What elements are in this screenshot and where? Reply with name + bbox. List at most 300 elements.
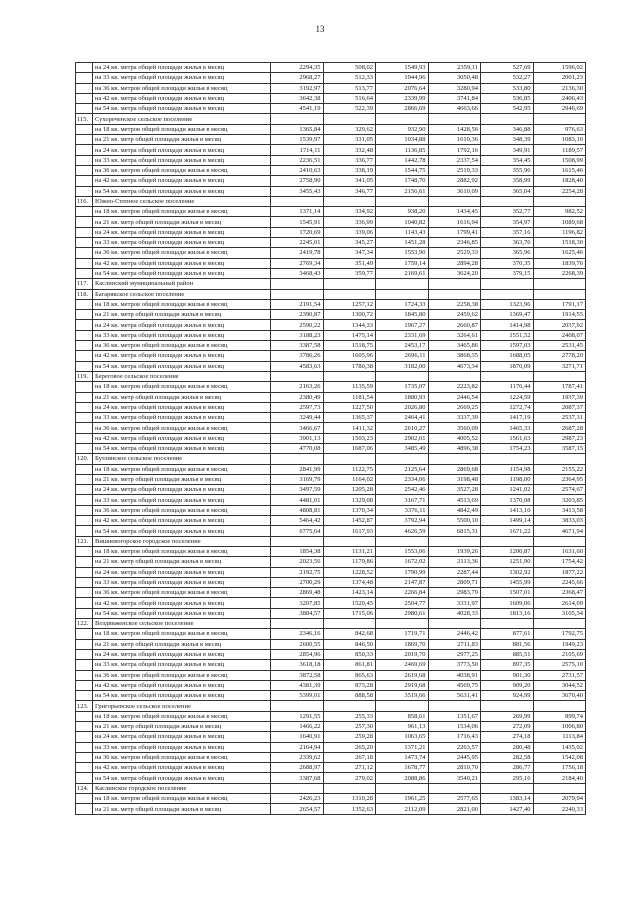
value-cell: 1949,23	[533, 639, 586, 649]
value-cell	[481, 454, 534, 464]
value-cell: 272,09	[481, 722, 534, 732]
value-cell: 3465,86	[428, 341, 481, 351]
value-cell: 1434,45	[428, 207, 481, 217]
row-number: 120.	[76, 454, 93, 464]
value-cell: 332,48	[323, 145, 376, 155]
value-cell: 1551,52	[481, 330, 534, 340]
value-cell	[271, 196, 324, 206]
value-cell: 365,96	[481, 248, 534, 258]
area-norm-label: на 21 кв. метр общей площади жилья в месяц	[93, 217, 271, 227]
value-cell: 3271,71	[533, 361, 586, 371]
section-row	[76, 371, 586, 381]
row-number	[76, 516, 93, 526]
value-cell: 3192,97	[271, 83, 324, 93]
value-cell: 2529,33	[428, 248, 481, 258]
row-number	[76, 505, 93, 515]
row-number	[76, 268, 93, 278]
table-row	[76, 804, 586, 814]
value-cell: 282,58	[481, 752, 534, 762]
row-number	[76, 73, 93, 83]
value-cell: 1198,00	[481, 474, 534, 484]
value-cell: 1475,14	[323, 330, 376, 340]
row-number	[76, 320, 93, 330]
value-cell: 932,90	[376, 124, 429, 134]
area-norm-label: на 24 кв. метра общей площади жилья в месяц	[93, 402, 271, 412]
table-row	[76, 145, 586, 155]
value-cell	[376, 196, 429, 206]
value-cell: 3105,34	[533, 608, 586, 618]
row-number	[76, 804, 93, 814]
value-cell	[376, 619, 429, 629]
area-norm-label: на 24 кв. метра общей площади жилья в месяц	[93, 63, 271, 73]
value-cell: 1508,99	[533, 155, 586, 165]
area-norm-label: на 21 кв. метр общей площади жилья в месяц	[93, 639, 271, 649]
value-cell: 1869,70	[376, 639, 429, 649]
value-cell: 2700,29	[271, 577, 324, 587]
value-cell	[481, 371, 534, 381]
value-cell: 533,80	[481, 83, 534, 93]
value-cell: 1143,43	[376, 227, 429, 237]
value-cell: 1451,28	[376, 238, 429, 248]
value-cell: 1735,07	[376, 382, 429, 392]
value-cell: 336,77	[323, 155, 376, 165]
row-number	[76, 124, 93, 134]
value-cell: 909,20	[481, 680, 534, 690]
value-cell: 1417,19	[481, 413, 534, 423]
table-row	[76, 402, 586, 412]
value-cell: 259,28	[323, 732, 376, 742]
area-norm-label: на 36 кв. метров общей площади жилья в месяц	[93, 670, 271, 680]
value-cell: 2001,23	[533, 73, 586, 83]
value-cell: 1553,90	[376, 248, 429, 258]
table-row	[76, 598, 586, 608]
value-cell: 508,02	[323, 63, 376, 73]
value-cell: 5631,41	[428, 691, 481, 701]
table-row	[76, 608, 586, 618]
area-norm-label: на 54 кв. метра общей площади жилья в месяц	[93, 361, 271, 371]
value-cell: 1759,14	[376, 258, 429, 268]
value-cell: 4513,69	[428, 495, 481, 505]
table-row	[76, 495, 586, 505]
table-row	[76, 443, 586, 453]
value-cell: 3670,40	[533, 691, 586, 701]
value-cell	[428, 114, 481, 124]
value-cell: 2245,66	[533, 577, 586, 587]
area-norm-label: на 54 кв. метра общей площади жилья в месяц	[93, 608, 271, 618]
value-cell	[428, 279, 481, 289]
value-cell: 4663,66	[428, 104, 481, 114]
row-number	[76, 238, 93, 248]
row-number	[76, 567, 93, 577]
row-number	[76, 670, 93, 680]
value-cell	[323, 114, 376, 124]
row-number	[76, 752, 93, 762]
value-cell	[323, 196, 376, 206]
value-cell: 359,77	[323, 268, 376, 278]
table-row	[76, 238, 586, 248]
value-cell	[271, 371, 324, 381]
value-cell: 1466,22	[271, 722, 324, 732]
value-cell: 877,61	[481, 629, 534, 639]
value-cell: 3280,94	[428, 83, 481, 93]
value-cell: 1617,93	[323, 526, 376, 536]
value-cell: 938,20	[376, 207, 429, 217]
value-cell: 1748,70	[376, 176, 429, 186]
value-cell	[533, 279, 586, 289]
value-cell: 1371,21	[376, 742, 429, 752]
value-cell: 1688,05	[481, 351, 534, 361]
value-cell: 2258,38	[428, 299, 481, 309]
value-cell: 3203,85	[533, 495, 586, 505]
value-cell: 269,99	[481, 711, 534, 721]
row-number: 115.	[76, 114, 93, 124]
value-cell: 3519,66	[376, 691, 429, 701]
value-cell: 2337,54	[428, 155, 481, 165]
row-number	[76, 691, 93, 701]
value-cell: 2223,82	[428, 382, 481, 392]
value-cell: 2426,23	[271, 794, 324, 804]
value-cell	[533, 371, 586, 381]
value-cell: 2778,20	[533, 351, 586, 361]
value-cell: 3485,49	[376, 443, 429, 453]
area-norm-label: на 18 кв. метров общей площади жилья в месяц	[93, 207, 271, 217]
area-norm-label: на 54 кв. метра общей площади жилья в месяц	[93, 443, 271, 453]
value-cell: 3618,18	[271, 660, 324, 670]
value-cell: 345,27	[323, 238, 376, 248]
value-cell: 2359,11	[428, 63, 481, 73]
value-cell: 379,15	[481, 268, 534, 278]
value-cell	[533, 536, 586, 546]
value-cell: 1939,26	[428, 546, 481, 556]
value-cell: 2758,90	[271, 176, 324, 186]
value-cell: 3249,44	[271, 413, 324, 423]
value-cell: 522,39	[323, 104, 376, 114]
row-number: 123.	[76, 701, 93, 711]
value-cell: 1427,40	[481, 804, 534, 814]
area-norm-label: на 42 кв. метра общей площади жилья в месяц	[93, 516, 271, 526]
value-cell: 1465,33	[481, 423, 534, 433]
value-cell: 1136,85	[376, 145, 429, 155]
value-cell	[481, 289, 534, 299]
value-cell: 1370,34	[323, 505, 376, 515]
settlement-name: Вишневогорское городское поселение	[93, 536, 271, 546]
value-cell: 1754,42	[533, 557, 586, 567]
value-cell: 3264,61	[428, 330, 481, 340]
value-cell: 2240,33	[533, 804, 586, 814]
table-row	[76, 258, 586, 268]
area-norm-label: на 21 кв. метр общей площади жилья в месяц	[93, 392, 271, 402]
table-row	[76, 341, 586, 351]
value-cell: 2408,07	[533, 330, 586, 340]
value-cell: 2155,22	[533, 464, 586, 474]
value-cell: 513,77	[323, 83, 376, 93]
value-cell: 2380,49	[271, 392, 324, 402]
value-cell: 3337,39	[428, 413, 481, 423]
value-cell: 1719,71	[376, 629, 429, 639]
value-cell: 267,18	[323, 752, 376, 762]
value-cell: 1724,33	[376, 299, 429, 309]
value-cell: 1113,84	[533, 732, 586, 742]
table-row	[76, 794, 586, 804]
value-cell: 2711,83	[428, 639, 481, 649]
value-cell: 363,76	[481, 238, 534, 248]
settlement-name: Каслинский муниципальный район	[93, 279, 271, 289]
value-cell: 1272,74	[481, 402, 534, 412]
value-cell: 2076,64	[376, 83, 429, 93]
value-cell	[271, 114, 324, 124]
area-norm-label: на 36 кв. метров общей площади жилья в месяц	[93, 165, 271, 175]
value-cell: 1310,28	[323, 794, 376, 804]
value-cell: 347,34	[323, 248, 376, 258]
row-number	[76, 382, 93, 392]
value-cell: 2968,27	[271, 73, 324, 83]
area-norm-label: на 24 кв. метра общей площади жилья в месяц	[93, 320, 271, 330]
value-cell: 4770,08	[271, 443, 324, 453]
value-cell: 2245,01	[271, 238, 324, 248]
area-norm-label: на 24 кв. метра общей площади жилья в месяц	[93, 485, 271, 495]
table-row	[76, 73, 586, 83]
value-cell: 2841,99	[271, 464, 324, 474]
settlement-name: Южно-Степное сельское поселение	[93, 196, 271, 206]
table-row	[76, 588, 586, 598]
section-row	[76, 619, 586, 629]
table-row	[76, 217, 586, 227]
value-cell: 1716,43	[428, 732, 481, 742]
value-cell: 279,02	[323, 773, 376, 783]
value-cell: 3540,21	[428, 773, 481, 783]
row-number	[76, 629, 93, 639]
area-norm-label: на 54 кв. метра общей площади жилья в месяц	[93, 186, 271, 196]
area-norm-label: на 36 кв. метров общей площади жилья в месяц	[93, 248, 271, 258]
table-row	[76, 320, 586, 330]
value-cell	[271, 454, 324, 464]
value-cell: 2610,27	[376, 423, 429, 433]
value-cell: 3207,85	[271, 598, 324, 608]
value-cell	[533, 196, 586, 206]
value-cell	[271, 289, 324, 299]
value-cell: 349,91	[481, 145, 534, 155]
value-cell: 2254,28	[533, 186, 586, 196]
value-cell: 4541,19	[271, 104, 324, 114]
value-cell: 2287,44	[428, 567, 481, 577]
value-cell: 1383,14	[481, 794, 534, 804]
value-cell	[481, 701, 534, 711]
settlement-name: Береговое сельское поселение	[93, 371, 271, 381]
value-cell: 1442,78	[376, 155, 429, 165]
row-number	[76, 155, 93, 165]
value-cell: 1610,36	[428, 135, 481, 145]
area-norm-label: на 42 кв. метра общей площади жилья в месяц	[93, 763, 271, 773]
value-cell	[481, 536, 534, 546]
row-number	[76, 474, 93, 484]
value-cell	[376, 536, 429, 546]
area-norm-label: на 36 кв. метров общей площади жилья в месяц	[93, 423, 271, 433]
area-norm-label: на 18 кв. метров общей площади жилья в месяц	[93, 382, 271, 392]
area-norm-label: на 33 кв. метра общей площади жилья в месяц	[93, 495, 271, 505]
value-cell: 2882,92	[428, 176, 481, 186]
value-cell: 1135,59	[323, 382, 376, 392]
value-cell: 358,99	[481, 176, 534, 186]
row-number	[76, 176, 93, 186]
area-norm-label: на 21 кв. метр общей площади жилья в месяц	[93, 474, 271, 484]
value-cell: 1176,44	[481, 382, 534, 392]
area-norm-label: на 54 кв. метра общей площади жилья в месяц	[93, 268, 271, 278]
row-number	[76, 145, 93, 155]
table-row	[76, 392, 586, 402]
value-cell: 2113,36	[428, 557, 481, 567]
value-cell: 2236,51	[271, 155, 324, 165]
value-cell	[428, 289, 481, 299]
value-cell: 1790,99	[376, 567, 429, 577]
area-norm-label: на 24 кв. метра общей площади жилья в месяц	[93, 227, 271, 237]
value-cell: 873,28	[323, 680, 376, 690]
value-cell: 1813,16	[481, 608, 534, 618]
row-number	[76, 495, 93, 505]
value-cell: 3527,28	[428, 485, 481, 495]
value-cell: 2810,70	[428, 763, 481, 773]
value-cell: 271,12	[323, 763, 376, 773]
area-norm-label: на 33 кв. метра общей площади жилья в месяц	[93, 73, 271, 83]
area-norm-label: на 42 кв. метра общей площади жилья в месяц	[93, 351, 271, 361]
row-number	[76, 794, 93, 804]
value-cell: 2390,87	[271, 310, 324, 320]
row-number	[76, 104, 93, 114]
value-cell: 295,16	[481, 773, 534, 783]
row-number: 119.	[76, 371, 93, 381]
value-cell: 351,49	[323, 258, 376, 268]
table-row	[76, 63, 586, 73]
value-cell: 2894,28	[428, 258, 481, 268]
value-cell: 1414,98	[481, 320, 534, 330]
value-cell: 357,16	[481, 227, 534, 237]
value-cell: 2364,95	[533, 474, 586, 484]
value-cell: 1631,60	[533, 546, 586, 556]
value-cell: 2419,78	[271, 248, 324, 258]
value-cell: 1131,21	[323, 546, 376, 556]
row-number: 117.	[76, 279, 93, 289]
value-cell: 2079,94	[533, 794, 586, 804]
value-cell: 1828,40	[533, 176, 586, 186]
row-number	[76, 299, 93, 309]
table-row	[76, 248, 586, 258]
section-row	[76, 196, 586, 206]
row-number	[76, 83, 93, 93]
value-cell: 3872,58	[271, 670, 324, 680]
area-norm-label: на 33 кв. метра общей площади жилья в месяц	[93, 660, 271, 670]
value-cell: 2731,57	[533, 670, 586, 680]
value-cell	[323, 619, 376, 629]
section-row	[76, 701, 586, 711]
value-cell: 3560,09	[428, 423, 481, 433]
value-cell: 2902,01	[376, 433, 429, 443]
table-row	[76, 567, 586, 577]
table-row	[76, 310, 586, 320]
section-row	[76, 114, 586, 124]
value-cell: 4896,38	[428, 443, 481, 453]
value-cell: 2654,57	[271, 804, 324, 814]
value-cell: 2346,16	[271, 629, 324, 639]
value-cell: 3833,03	[533, 516, 586, 526]
value-cell	[428, 619, 481, 629]
value-cell: 1251,90	[481, 557, 534, 567]
value-cell: 255,33	[323, 711, 376, 721]
value-cell: 1678,77	[376, 763, 429, 773]
value-cell: 1164,02	[323, 474, 376, 484]
value-cell: 5399,01	[271, 691, 324, 701]
value-cell: 2531,45	[533, 341, 586, 351]
value-cell	[271, 619, 324, 629]
value-cell: 4842,49	[428, 505, 481, 515]
value-cell: 1553,06	[376, 546, 429, 556]
value-cell	[481, 783, 534, 793]
value-cell: 532,27	[481, 73, 534, 83]
value-cell: 1189,57	[533, 145, 586, 155]
value-cell: 899,74	[533, 711, 586, 721]
value-cell: 334,92	[323, 207, 376, 217]
value-cell: 1083,10	[533, 135, 586, 145]
value-cell: 2987,23	[533, 433, 586, 443]
value-cell: 1937,39	[533, 392, 586, 402]
area-norm-label: на 24 кв. метра общей площади жилья в месяц	[93, 145, 271, 155]
value-cell: 2597,73	[271, 402, 324, 412]
value-cell: 2946,69	[533, 104, 586, 114]
table-row	[76, 227, 586, 237]
section-row	[76, 454, 586, 464]
value-cell: 1499,14	[481, 516, 534, 526]
value-cell: 542,95	[481, 104, 534, 114]
value-cell: 6775,64	[271, 526, 324, 536]
value-cell: 1370,08	[481, 495, 534, 505]
area-norm-label: на 21 кв. метр общей площади жилья в месяц	[93, 310, 271, 320]
value-cell: 1944,96	[376, 73, 429, 83]
area-norm-label: на 33 кв. метра общей площади жилья в месяц	[93, 238, 271, 248]
value-cell: 1518,30	[533, 238, 586, 248]
value-cell: 1374,48	[323, 577, 376, 587]
settlement-name: Григорьевское сельское поселение	[93, 701, 271, 711]
value-cell: 2574,67	[533, 485, 586, 495]
value-cell: 2346,85	[428, 238, 481, 248]
table-row	[76, 485, 586, 495]
value-cell: 2575,10	[533, 660, 586, 670]
value-cell	[323, 454, 376, 464]
settlement-name: Каслинское городское поселение	[93, 783, 271, 793]
value-cell: 1870,09	[481, 361, 534, 371]
value-cell: 2504,77	[376, 598, 429, 608]
row-number	[76, 742, 93, 752]
value-cell: 1329,08	[323, 495, 376, 505]
table-row	[76, 773, 586, 783]
value-cell: 1200,87	[481, 546, 534, 556]
area-norm-label: на 36 кв. метров общей площади жилья в месяц	[93, 83, 271, 93]
value-cell: 3387,68	[271, 773, 324, 783]
value-cell: 355,96	[481, 165, 534, 175]
value-cell: 2163,26	[271, 382, 324, 392]
value-cell: 3466,67	[271, 423, 324, 433]
value-cell: 1597,03	[481, 341, 534, 351]
value-cell: 1228,52	[323, 567, 376, 577]
value-cell: 1323,96	[481, 299, 534, 309]
value-cell: 3868,35	[428, 351, 481, 361]
value-cell: 1224,59	[481, 392, 534, 402]
value-cell	[533, 619, 586, 629]
value-cell: 1640,91	[271, 732, 324, 742]
value-cell	[533, 114, 586, 124]
value-cell: 2147,87	[376, 577, 429, 587]
value-cell: 1413,10	[481, 505, 534, 515]
row-number	[76, 649, 93, 659]
value-cell: 339,06	[323, 227, 376, 237]
value-cell: 2459,62	[428, 310, 481, 320]
